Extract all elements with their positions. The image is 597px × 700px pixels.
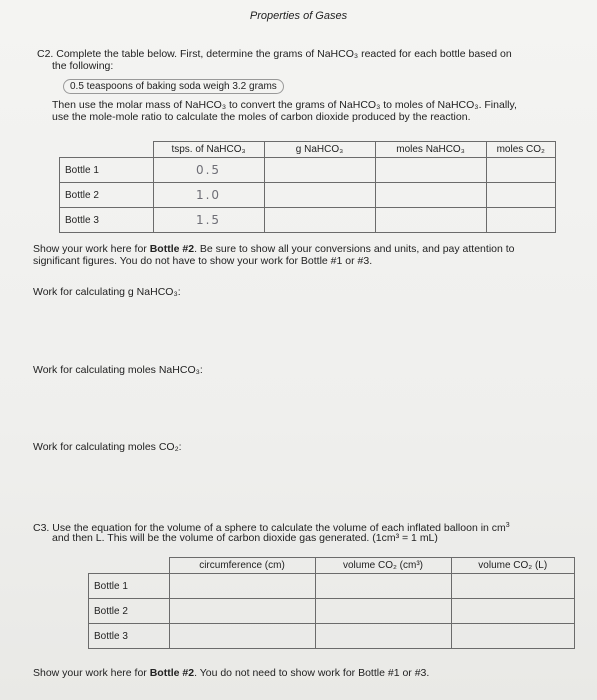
- empty-header-cell: [89, 558, 170, 574]
- circumference-cell[interactable]: [169, 574, 315, 599]
- show-work-text: . You do not need to show work for Bottle #1 or #3.: [194, 667, 430, 679]
- table-row: [60, 183, 556, 208]
- volume-cm3-cell[interactable]: [315, 624, 451, 649]
- page-title: Properties of Gases: [249, 10, 348, 22]
- row-label: Bottle 1: [89, 574, 170, 599]
- tsp-value: 0.5: [153, 158, 264, 183]
- circumference-cell[interactable]: [169, 599, 315, 624]
- table-row: [60, 158, 556, 183]
- table-header-row: [60, 142, 556, 158]
- c3-line1-text: C3. Use the equation for the volume of a sphere to calculate the volume of each inflated balloon in cm: [33, 522, 506, 534]
- row-label: Bottle 2: [89, 599, 170, 624]
- c2-table: [59, 141, 556, 233]
- volume-l-cell[interactable]: [451, 574, 575, 599]
- table-row: [89, 574, 575, 599]
- c2-highlight-note: 0.5 teaspoons of baking soda weigh 3.2 grams: [63, 79, 284, 94]
- circumference-cell[interactable]: [169, 624, 315, 649]
- header-volume-l: volume CO₂ (L): [451, 558, 575, 574]
- header-tsps: tsps. of NaHCO₃: [153, 142, 264, 158]
- header-moles-co2: moles CO₂: [486, 142, 556, 158]
- volume-cm3-cell[interactable]: [315, 599, 451, 624]
- co2-cell[interactable]: [486, 158, 556, 183]
- c3-table: [88, 557, 575, 649]
- table-row: [89, 624, 575, 649]
- volume-l-cell[interactable]: [451, 624, 575, 649]
- header-g-nahco3: g NaHCO₃: [264, 142, 375, 158]
- co2-cell[interactable]: [486, 183, 556, 208]
- c2-instruction-line3: Then use the molar mass of NaHCO₃ to convert the grams of NaHCO₃ to moles of NaHCO₃. Finally,: [52, 99, 517, 111]
- header-volume-cm3: volume CO₂ (cm³): [315, 558, 451, 574]
- bottle-2-emphasis: Bottle #2: [149, 667, 195, 679]
- moles-cell[interactable]: [375, 158, 486, 183]
- c3-instruction-line2: and then L. This will be the volume of carbon dioxide gas generated. (1cm³ = 1 mL): [52, 532, 438, 544]
- table-row: [60, 208, 556, 233]
- show-work-text: Show your work here for: [33, 243, 150, 255]
- work-co2-label: Work for calculating moles CO₂:: [33, 441, 182, 453]
- header-circumference: circumference (cm): [169, 558, 315, 574]
- bottle-2-emphasis: Bottle #2: [149, 243, 195, 255]
- moles-cell[interactable]: [375, 208, 486, 233]
- table-row: [89, 599, 575, 624]
- c2-instruction-line1: C2. Complete the table below. First, determine the grams of NaHCO₃ reacted for each bottle based on: [37, 48, 512, 60]
- c2-instruction-line4: use the mole-mole ratio to calculate the moles of carbon dioxide produced by the reaction.: [52, 111, 471, 123]
- moles-cell[interactable]: [375, 183, 486, 208]
- show-work-text: Show your work here for: [33, 667, 150, 679]
- c3-line1-superscript: 3: [505, 522, 510, 529]
- tsp-value: 1.0: [153, 183, 264, 208]
- row-label: Bottle 1: [60, 158, 154, 183]
- table-header-row: [89, 558, 575, 574]
- g-cell[interactable]: [264, 208, 375, 233]
- empty-header-cell: [60, 142, 154, 158]
- g-cell[interactable]: [264, 158, 375, 183]
- volume-cm3-cell[interactable]: [315, 574, 451, 599]
- row-label: Bottle 3: [89, 624, 170, 649]
- c2-show-work-line1: [33, 243, 515, 255]
- c2-instruction-line2: the following:: [52, 60, 114, 72]
- tsp-value: 1.5: [153, 208, 264, 233]
- work-g-label: Work for calculating g NaHCO₃:: [33, 286, 181, 298]
- header-moles-nahco3: moles NaHCO₃: [375, 142, 486, 158]
- work-moles-label: Work for calculating moles NaHCO₃:: [33, 364, 203, 376]
- volume-l-cell[interactable]: [451, 599, 575, 624]
- row-label: Bottle 3: [60, 208, 154, 233]
- show-work-text: . Be sure to show all your conversions and units, and pay attention to: [194, 243, 515, 255]
- row-label: Bottle 2: [60, 183, 154, 208]
- c3-show-work: [33, 667, 429, 679]
- g-cell[interactable]: [264, 183, 375, 208]
- co2-cell[interactable]: [486, 208, 556, 233]
- c2-show-work-line2: significant figures. You do not have to show your work for Bottle #1 or #3.: [33, 255, 373, 267]
